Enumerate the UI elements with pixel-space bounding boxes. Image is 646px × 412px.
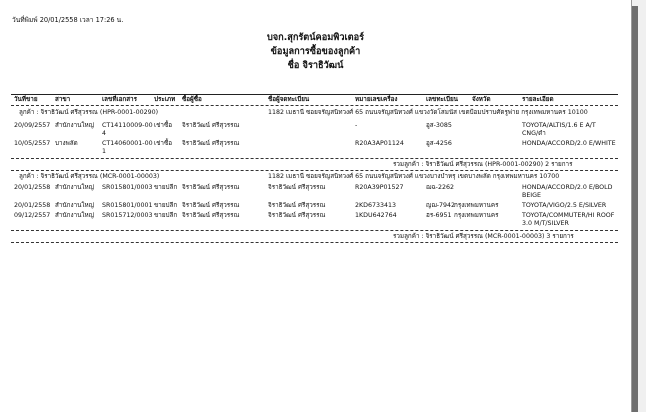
cell-doc-cont: 1 [102, 148, 107, 155]
col-header-buyer: ซื้อผู้ซื้อ [182, 96, 202, 103]
group-separator-line [11, 170, 618, 171]
col-header-registrant: ชื่อผู้จดทะเบียน [268, 96, 310, 103]
col-header-date: วันที่ขาย [14, 96, 38, 103]
cell-plate: ฮร-6951 [426, 212, 452, 219]
cell-doc-cont: 4 [102, 130, 107, 137]
cell-detail-cont: CNG/ดำ [522, 130, 546, 137]
cell-detail: TOYOTA/COMMUTER/HI ROOF [522, 212, 615, 219]
page-shadow [632, 6, 638, 412]
cell-detail-cont: BEIGE [522, 192, 542, 199]
col-header-detail: รายละเอียด [522, 96, 554, 103]
cell-engine: 2KD6733413 [355, 202, 397, 209]
cell-type: เช่าซื้อ [154, 140, 173, 147]
cell-branch: บางพลัด [55, 140, 78, 147]
cell-doc: CT14060001-00 [102, 140, 153, 147]
col-header-province: จังหวัด [472, 96, 491, 103]
cell-detail: HONDA/ACCORD/2.0 E/BOLD [522, 184, 613, 191]
group-summary-line [11, 230, 618, 231]
col-header-doc: เลขที่เอกสาร [102, 96, 137, 103]
cell-type: ขายปลีก [154, 184, 178, 191]
customer-name-title: ชื่อ จิราธิวัฒน์ [287, 60, 344, 71]
col-header-branch: สาขา [55, 96, 71, 103]
col-header-engine: หมายเลขเครื่อง [355, 96, 398, 103]
cell-branch: สำนักงานใหญ่ [55, 122, 95, 129]
cell-engine: - [355, 122, 358, 129]
col-header-plate: เลขทะเบียน [426, 96, 458, 103]
cell-date: 09/12/2557 [14, 212, 51, 219]
company-name: บจก.สุกรัตน์คอมพิวเตอร์ [266, 32, 365, 43]
cell-type: ขายปลีก [154, 212, 178, 219]
cell-type: เช่าซื้อ [154, 122, 173, 129]
group-customer: ลูกค้า : จิราธิวัฒน์ ศรีสุวรรณ (MCR-0001-00003) [19, 173, 160, 180]
group-separator-line [11, 242, 618, 243]
print-datetime: วันที่พิมพ์ 20/01/2558 เวลา 17:26 น. [12, 16, 124, 24]
header-top-line [11, 94, 618, 95]
group-address: 1182 เมธานี ซอยจรัญสนิทวงศ์ 65 ถนนจรัญสนิทวงศ์ แขวงวัดโสมนัส เขตป้อมปราบศัตรูพ่าย กรุงเทพมหานคร 10100 [268, 109, 588, 116]
cell-branch: สำนักงานใหญ่ [55, 202, 95, 209]
cell-detail-cont: 3.0 M/T/SILVER [522, 220, 569, 227]
report-title: ข้อมูลการซื้อของลูกค้า [270, 46, 361, 57]
cell-engine: R20A39P01527 [355, 184, 404, 191]
group-summary-line [11, 158, 618, 159]
cell-type: ขายปลีก [154, 202, 178, 209]
cell-engine: R20A3AP01124 [355, 140, 404, 147]
cell-plate: ญฌ-7942 [426, 202, 456, 209]
cell-engine: 1KDU642764 [355, 212, 397, 219]
cell-doc: SR015712/0003 [102, 212, 153, 219]
group-address: 1182 เมธานี ซอยจรัญสนิทวงศ์ 65 ถนนจรัญสนิทวงศ์ แขวงบางบำหรุ เขตบางพลัด กรุงเทพมหานคร 10700 [268, 173, 560, 180]
cell-detail: TOYOTA/ALTIS/1.6 E A/T [522, 122, 596, 129]
cell-detail: TOYOTA/VIGO/2.5 E/SILVER [522, 202, 607, 209]
cell-buyer: จิราธิวัฒน์ ศรีสุวรรณ [182, 140, 240, 147]
cell-buyer: จิราธิวัฒน์ ศรีสุวรรณ [182, 184, 240, 191]
cell-doc: CT14110009-00 [102, 122, 153, 129]
cell-branch: สำนักงานใหญ่ [55, 212, 95, 219]
cell-date: 20/01/2558 [14, 184, 51, 191]
cell-registrant: จิราธิวัฒน์ ศรีสุวรรณ [268, 184, 326, 191]
cell-doc: SR015801/0001 [102, 202, 153, 209]
cell-plate: อูส-3085 [426, 122, 452, 129]
group-customer: ลูกค้า : จิราธิวัฒน์ ศรีสุวรรณ (HPR-0001-00290) [19, 109, 159, 116]
header-bottom-line [11, 105, 618, 106]
cell-plate: อูส-4256 [426, 140, 452, 147]
cell-date: 10/05/2557 [14, 140, 51, 147]
cell-doc: SR015801/0003 [102, 184, 153, 191]
cell-branch: สำนักงานใหญ่ [55, 184, 95, 191]
col-header-type: ประเภท [154, 96, 176, 103]
cell-date: 20/01/2558 [14, 202, 51, 209]
cell-buyer: จิราธิวัฒน์ ศรีสุวรรณ [182, 202, 240, 209]
group-summary: รวมลูกค้า : จิราธิวัฒน์ ศรีสุวรรณ (MCR-0001-00003) 3 รายการ [393, 233, 574, 240]
cell-registrant: จิราธิวัฒน์ ศรีสุวรรณ [268, 202, 326, 209]
cell-registrant: จิราธิวัฒน์ ศรีสุวรรณ [268, 212, 326, 219]
cell-province: กรุงเทพมหานคร [454, 202, 499, 209]
cell-buyer: จิราธิวัฒน์ ศรีสุวรรณ [182, 212, 240, 219]
cell-plate: ฌฉ-2262 [426, 184, 454, 191]
cell-buyer: จิราธิวัฒน์ ศรีสุวรรณ [182, 122, 240, 129]
group-summary: รวมลูกค้า : จิราธิวัฒน์ ศรีสุวรรณ (HPR-0001-00290) 2 รายการ [393, 161, 573, 168]
cell-province: กรุงเทพมหานคร [454, 212, 499, 219]
cell-detail: HONDA/ACCORD/2.0 E/WHITE [522, 140, 616, 147]
cell-date: 20/09/2557 [14, 122, 51, 129]
